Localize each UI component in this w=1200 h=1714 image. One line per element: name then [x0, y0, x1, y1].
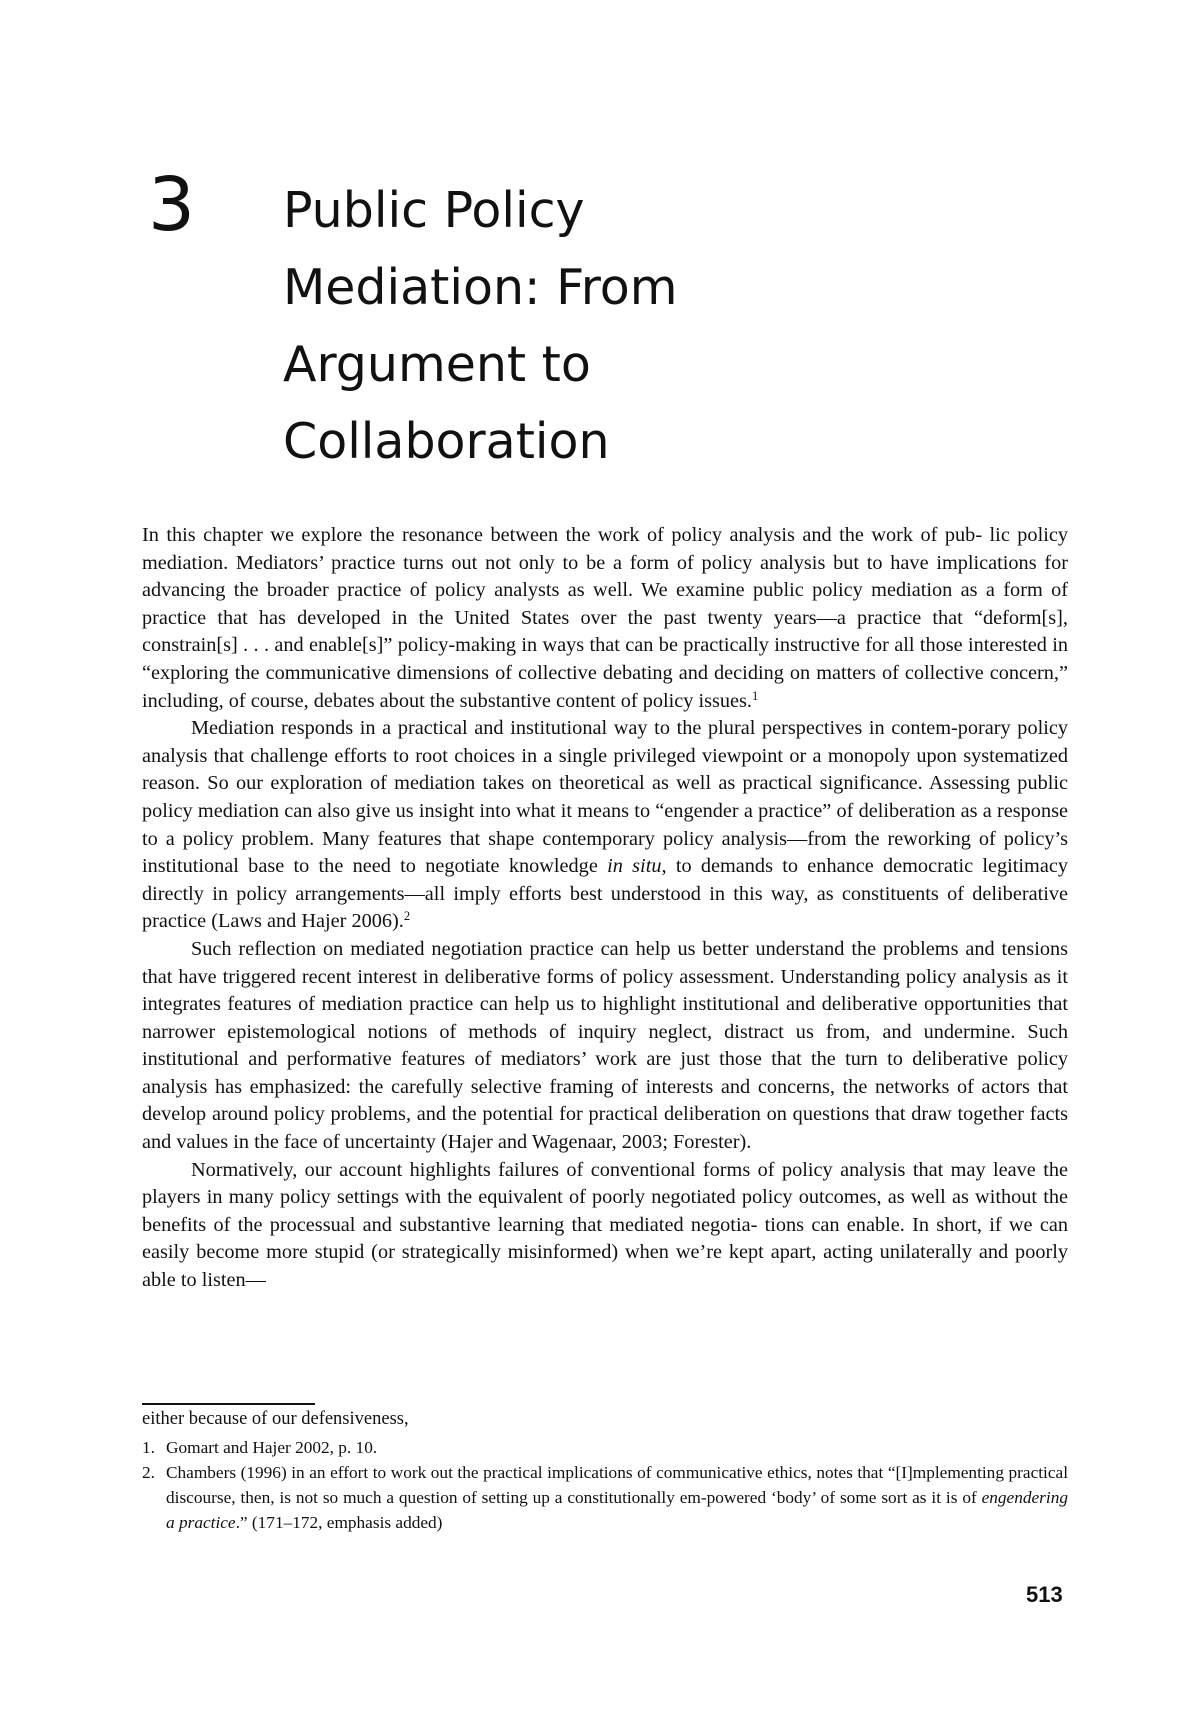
footnote-number: 1. — [142, 1438, 155, 1457]
chapter-title-line: Argument to — [283, 336, 591, 393]
chapter-title — [283, 172, 678, 480]
chapter-title-line: Collaboration — [283, 413, 610, 470]
footnote — [142, 1460, 1068, 1535]
paragraph: Normatively, our account highlights failures of conventional forms of policy analysis that may leave the players in many policy settings with the equivalent of poorly negotiated policy outcomes, as well as without the benefits of the processual and substantive learning that mediated negotia- tions can enable. In short, if we can easily become more stupid (or strategically misinformed) when we’re kept apart, acting unilaterally and poorly able to listen— — [142, 1158, 1068, 1292]
paragraph-text: Mediation responds in a practical and institutional way to the plural perspectives in contem-porary policy analysis that challenge efforts to root choices in a single privileged viewpoint or a monopoly upon systematized reason. So our exploration of mediation takes on theoretical as well as practical significance. Assessing public policy mediation can also give us insight into what it means to “engender a practice” of deliberation as a response to a policy problem. Many features that shape contemporary policy analysis—from the reworking of policy’s institutional base to the need to negotiate knowledge — [142, 717, 1068, 878]
paragraph-text: In this chapter we explore the resonance between the work of policy analysis and the work of pub- lic policy mediation. Mediators’ practice turns out not only to be a form of policy analysis but to have implications for advancing the broader practice of policy analysts as well. We examine public policy mediation as a form of practice that has developed in the United States over the past twenty years—a practice that “deform[s], constrain[s] . . . and enable[s]” policy-making in ways that can be practically instructive for all those interested in “exploring the communicative dimensions of collective debating and deciding on matters of collective concern,” including, of course, debates about the substantive content of policy issues. — [142, 524, 1068, 712]
footnote-text: .” (171–172, emphasis added) — [235, 1513, 443, 1532]
paragraph — [142, 522, 1068, 715]
footnote-reference: 2 — [403, 909, 411, 924]
italic-term: in situ — [607, 855, 662, 878]
italic-term: engendering a practice — [166, 1488, 1068, 1532]
chapter-title-line: Mediation: From — [283, 259, 678, 316]
footnote-rule — [142, 1403, 315, 1405]
chapter-number: 3 — [148, 162, 196, 248]
footnotes — [142, 1407, 1068, 1535]
footnote-number: 2. — [142, 1463, 155, 1482]
paragraph: Such reflection on mediated negotiation practice can help us better understand the problems and tensions that have triggered recent interest in deliberative forms of policy assessment. Understanding policy analysis as it integrates features of mediation practice can help us to highlight institutional and deliberative opportunities that narrower epistemological notions of methods of inquiry neglect, distract us from, and undermine. Such institutional and performative features of mediators’ work are just those that the turn to deliberative policy analysis has emphasized: the carefully selective framing of interests and concerns, the networks of actors that develop around policy problems, and the potential for practical deliberation on questions that draw together facts and values in the face of uncertainty (Hajer and Wagenaar, 2003; Forester). — [142, 937, 1068, 1154]
page-number: 513 — [1026, 1582, 1063, 1607]
paragraph — [142, 715, 1068, 936]
footnote-text: Chambers (1996) in an effort to work out the practical implications of communicative ethics, notes that “[I]mplementing practical discourse, then, is not so much a question of setting up a constitutionally em-powered ‘body’ of some sort as it is of — [166, 1463, 1068, 1507]
footnote-reference: 1 — [752, 688, 759, 703]
footnote — [142, 1435, 1068, 1460]
footnote-text: Gomart and Hajer 2002, p. 10. — [166, 1438, 378, 1457]
paragraph-text: , to demands to enhance democratic legitimacy directly in policy arrangements—all imply efforts best understood in this way, as constituents of deliberative practice (Laws and Hajer 2006). — [142, 855, 1068, 933]
footnote-continuation: either because of our defensiveness, — [142, 1409, 409, 1429]
body-text — [142, 522, 1068, 1295]
chapter-title-line: Public Policy — [283, 182, 585, 239]
footnote-list — [142, 1435, 1068, 1535]
